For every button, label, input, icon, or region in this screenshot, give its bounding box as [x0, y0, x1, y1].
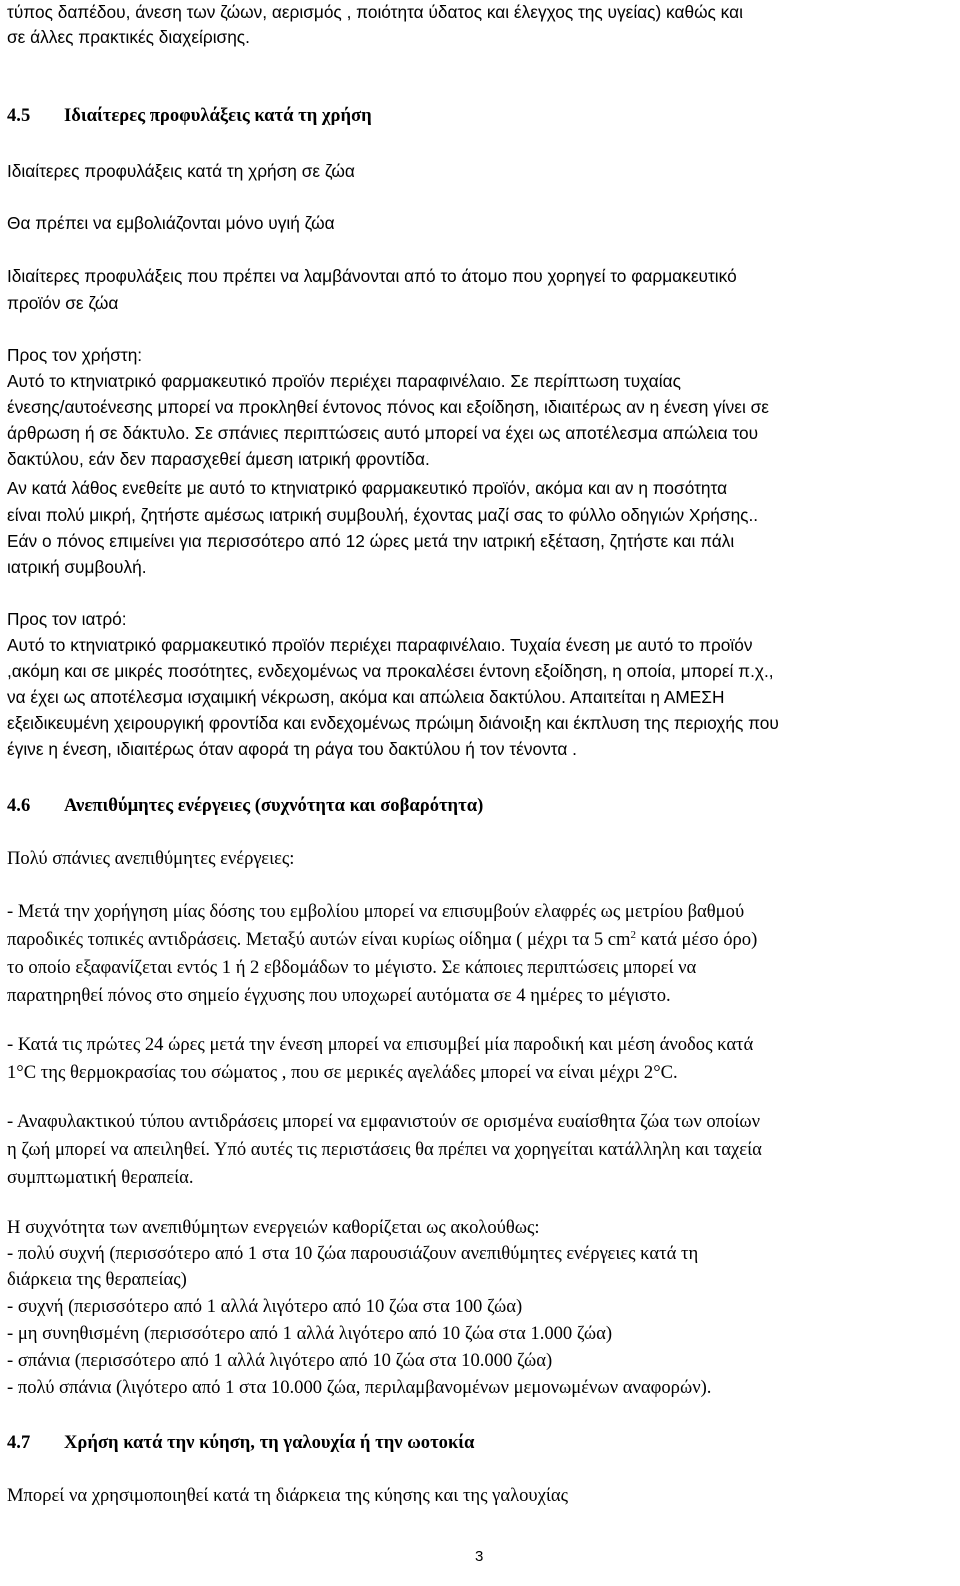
- superscript: 2: [630, 929, 636, 941]
- doctor-text-line: Αυτό το κτηνιατρικό φαρμακευτικό προϊόν περιέχει παραφινέλαιο. Τυχαία ένεση με αυτό το προϊόν: [7, 635, 753, 655]
- effects-line: - Μετά την χορήγηση μίας δόσης του εμβολίου μπορεί να επισυμβούν ελαφρές ως μετρίου βαθμού: [7, 901, 745, 922]
- doctor-label: Προς τον ιατρό:: [7, 609, 127, 629]
- section-number: 4.5: [7, 105, 31, 126]
- doctor-text-line: ,ακόμη και σε μικρές ποσότητες, ενδεχομένως να προκαλέσει έντονη εξοίδηση, η οποία, μπορεί π.χ.,: [7, 661, 774, 681]
- animals-text: Θα πρέπει να εμβολιάζονται μόνο υγιή ζώα: [7, 213, 335, 233]
- effects-line: - Κατά τις πρώτες 24 ώρες μετά την ένεση μπορεί να επισυμβεί μία παροδική και μέση άνοδος κατά: [7, 1034, 754, 1055]
- section-heading-4-5: [7, 107, 372, 126]
- user-text-line: Αν κατά λάθος ενεθείτε με αυτό το κτηνιατρικό φαρμακευτικό προϊόν, ακόμα και αν η ποσότητα: [7, 478, 728, 498]
- effects-line: συμπτωματική θεραπεία.: [7, 1167, 194, 1188]
- intro-line: σε άλλες πρακτικές διαχείρισης.: [7, 27, 250, 47]
- effects-line: το οποίο εξαφανίζεται εντός 1 ή 2 εβδομάδων το μέγιστο. Σε κάποιες περιπτώσεις μπορεί να: [7, 957, 697, 978]
- subheading-person: προϊόν σε ζώα: [7, 293, 119, 313]
- effects-line: [7, 931, 757, 950]
- frequency-item: - σπάνια (περισσότερο από 1 αλλά λιγότερο από 10 ζώα στα 10.000 ζώα): [7, 1350, 553, 1371]
- effects-text: παροδικές τοπικές αντιδράσεις. Μεταξύ αυτών είναι κυρίως οίδημα ( μέχρι τα 5 cm: [7, 929, 631, 950]
- doctor-text-line: να έχει ως αποτέλεσμα ισχαιμική νέκρωση, ακόμα και απώλεια δακτύλου. Απαιτείται η ΑΜΕΣΗ: [7, 687, 725, 707]
- section-heading-4-6: [7, 797, 483, 816]
- user-text-line: ιατρική συμβουλή.: [7, 557, 147, 577]
- user-text-line: είναι πολύ μικρή, ζητήστε αμέσως ιατρική συμβουλή, έχοντας μαζί σας το φύλλο οδηγιών Χρήσης..: [7, 505, 759, 525]
- page-number: 3: [475, 1548, 484, 1565]
- user-text-line: Εάν ο πόνος επιμείνει για περισσότερο από 12 ώρες μετά την ιατρική εξέταση, ζητήστε και πάλι: [7, 531, 735, 551]
- section-title: Ανεπιθύμητες ενέργειες (συχνότητα και σοβαρότητα): [64, 795, 484, 816]
- effects-line: - Αναφυλακτικού τύπου αντιδράσεις μπορεί να εμφανιστούν σε ορισμένα ευαίσθητα ζώα των οποίων: [7, 1111, 761, 1132]
- subheading-animals: Ιδιαίτερες προφυλάξεις κατά τη χρήση σε ζώα: [7, 161, 355, 181]
- user-label: Προς τον χρήστη:: [7, 345, 143, 365]
- effects-line: η ζωή μπορεί να απειληθεί. Υπό αυτές τις περιστάσεις θα πρέπει να χορηγείται κατάλληλη και ταχεία: [7, 1139, 762, 1160]
- user-text-line: ένεσης/αυτοένεσης μπορεί να προκληθεί έντονος πόνος και εξοίδηση, ιδιαιτέρως αν η ένεση γίνει σε: [7, 397, 769, 417]
- section-title: Ιδιαίτερες προφυλάξεις κατά τη χρήση: [64, 105, 372, 126]
- effects-text: κατά μέσο όρο): [636, 929, 758, 950]
- user-text-line: Αυτό το κτηνιατρικό φαρμακευτικό προϊόν περιέχει παραφινέλαιο. Σε περίπτωση τυχαίας: [7, 371, 681, 391]
- subheading-person: Ιδιαίτερες προφυλάξεις που πρέπει να λαμβάνονται από το άτομο που χορηγεί το φαρμακευτικό: [7, 266, 737, 286]
- frequency-item: - πολύ συχνή (περισσότερο από 1 στα 10 ζώα παρουσιάζουν ανεπιθύμητες ενέργειες κατά τη: [7, 1243, 699, 1264]
- frequency-item: διάρκεια της θεραπείας): [7, 1269, 187, 1290]
- effects-line: 1°C της θερμοκρασίας του σώματος , που σε μερικές αγελάδες μπορεί να είναι μέχρι 2°C.: [7, 1062, 678, 1083]
- frequency-item: - μη συνηθισμένη (περισσότερο από 1 αλλά λιγότερο από 10 ζώα στα 1.000 ζώα): [7, 1323, 613, 1344]
- frequency-label: Η συχνότητα των ανεπιθύμητων ενεργειών καθορίζεται ως ακολούθως:: [7, 1217, 540, 1238]
- intro-line: τύπος δαπέδου, άνεση των ζώων, αερισμός , ποιότητα ύδατος και έλεγχος της υγείας) καθώς και: [7, 2, 743, 22]
- section-number: 4.6: [7, 795, 31, 816]
- effects-line: παρατηρηθεί πόνος στο σημείο έγχυσης που υποχωρεί αυτόματα σε 4 ημέρες το μέγιστο.: [7, 985, 671, 1006]
- user-text-line: άρθρωση ή σε δάκτυλο. Σε σπάνιες περιπτώσεις αυτό μπορεί να έχει ως αποτέλεσμα απώλεια του: [7, 423, 759, 443]
- doctor-text-line: έγινε η ένεση, ιδιαιτέρως όταν αφορά τη ράγα του δακτύλου ή τον τένοντα .: [7, 739, 577, 759]
- section-heading-4-7: [7, 1434, 474, 1453]
- frequency-item: - πολύ σπάνια (λιγότερο από 1 στα 10.000 ζώα, περιλαμβανομένων μεμονωμένων αναφορών).: [7, 1377, 712, 1398]
- doctor-text-line: εξειδικευμένη χειρουργική φροντίδα και ενδεχομένως πρώιμη διάνοιξη και έκπλυση της περιοχής που: [7, 713, 779, 733]
- user-text-line: δακτύλου, εάν δεν παρασχεθεί άμεση ιατρική φροντίδα.: [7, 449, 430, 469]
- section-number: 4.7: [7, 1432, 31, 1453]
- pregnancy-text: Μπορεί να χρησιμοποιηθεί κατά τη διάρκεια της κύησης και της γαλουχίας: [7, 1485, 568, 1506]
- section-title: Χρήση κατά την κύηση, τη γαλουχία ή την ωοτοκία: [64, 1432, 475, 1453]
- rare-effects-label: Πολύ σπάνιες ανεπιθύμητες ενέργειες:: [7, 848, 295, 869]
- frequency-item: - συχνή (περισσότερο από 1 αλλά λιγότερο από 10 ζώα στα 100 ζώα): [7, 1296, 523, 1317]
